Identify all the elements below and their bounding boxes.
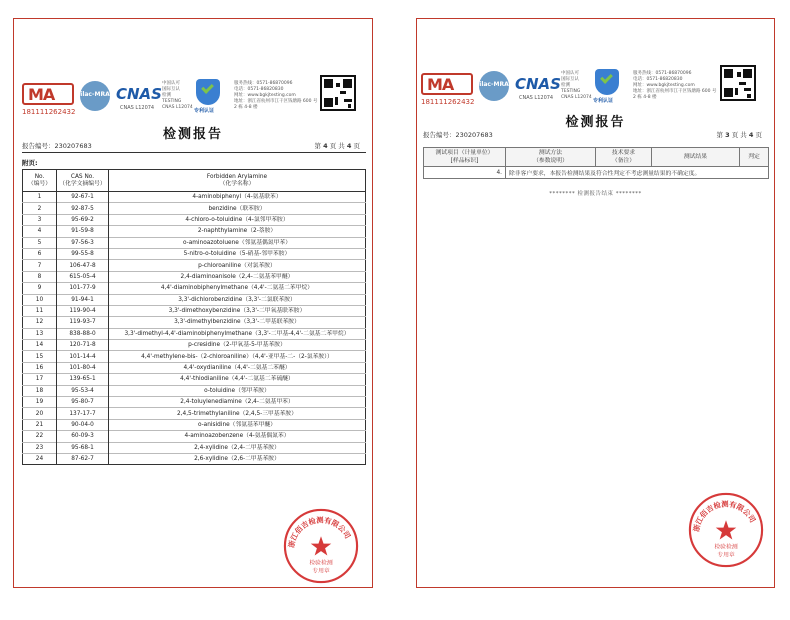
table-row bbox=[23, 317, 366, 328]
cell-cas: 90-04-0 bbox=[57, 419, 109, 430]
report-number: 报告编号：230207683 bbox=[423, 131, 493, 139]
cell-no: 13 bbox=[23, 328, 57, 339]
cell-no: 14 bbox=[23, 340, 57, 351]
table-header-row bbox=[424, 148, 769, 167]
cma-number: 181111262432 bbox=[22, 108, 76, 116]
cell-cas: 120-71-8 bbox=[57, 340, 109, 351]
cell-no: 7 bbox=[23, 260, 57, 271]
col-header-item: 测试项目（计量单位） [样品标识] bbox=[424, 148, 506, 167]
table-row bbox=[23, 226, 366, 237]
table-row bbox=[23, 237, 366, 248]
cma-logo: MA bbox=[22, 83, 74, 105]
cell-no: 4 bbox=[23, 226, 57, 237]
cell-arylamine: 4-chloro-o-toluidine（4-氯邻甲苯胺） bbox=[109, 214, 366, 225]
cell-arylamine: 4-aminoazobenzene（4-氨基偶氮苯） bbox=[109, 431, 366, 442]
table-row bbox=[23, 214, 366, 225]
cell-no: 1 bbox=[23, 192, 57, 203]
report-title: 检测报告 bbox=[162, 127, 223, 142]
cell-arylamine: o-aminoazotoluene（邻氨基偶氮甲苯） bbox=[109, 237, 366, 248]
qr-code-icon bbox=[320, 75, 356, 111]
table-row bbox=[424, 167, 769, 179]
ilac-mra-logo: ilac-MRA bbox=[479, 71, 509, 101]
seal-bottom-text: 检验检测 bbox=[309, 560, 333, 567]
seal-bottom-text-2: 专用章 bbox=[312, 568, 330, 575]
cell-no: 6 bbox=[23, 248, 57, 259]
cell-cas: 137-17-7 bbox=[57, 408, 109, 419]
cell-cas: 95-68-1 bbox=[57, 442, 109, 453]
report-end-marker: ******** 检测报告结束 ******** bbox=[549, 191, 642, 197]
cell-cas: 87-62-7 bbox=[57, 453, 109, 464]
cell-cas: 838-88-0 bbox=[57, 328, 109, 339]
company-seal-stamp bbox=[687, 491, 765, 569]
company-seal-stamp bbox=[282, 507, 360, 585]
cell-cas: 106-47-8 bbox=[57, 260, 109, 271]
report-page-4 bbox=[13, 18, 373, 588]
table-row bbox=[23, 271, 366, 282]
cell-no: 23 bbox=[23, 442, 57, 453]
cell-cas: 119-90-4 bbox=[57, 305, 109, 316]
table-row bbox=[23, 419, 366, 430]
cell-cas: 91-94-1 bbox=[57, 294, 109, 305]
page-number: 第 4 页 共 4 页 bbox=[314, 142, 360, 150]
cell-cas: 101-80-4 bbox=[57, 362, 109, 373]
cell-no: 19 bbox=[23, 397, 57, 408]
col-header-result: 测试结果 bbox=[652, 148, 740, 167]
cell-cas: 139-65-1 bbox=[57, 374, 109, 385]
cell-no: 5 bbox=[23, 237, 57, 248]
cell-arylamine: 4,4'-oxydianiline（4,4'-二氨基二苯醚） bbox=[109, 362, 366, 373]
table-row bbox=[23, 192, 366, 203]
cell-arylamine: 2,6-xylidine（2,6-二甲基苯胺） bbox=[109, 453, 366, 464]
col-header-requirement: 技术要求 （备注） bbox=[596, 148, 652, 167]
table-row bbox=[23, 442, 366, 453]
cell-arylamine: 3,3'-dimethylbenzidine（3,3'-二甲基联苯胺） bbox=[109, 317, 366, 328]
cell-no: 11 bbox=[23, 305, 57, 316]
cnas-subtext: CNAS L12074 bbox=[120, 105, 155, 111]
header-info-left: 中国认可 国际互认 检测 TESTING CNAS L12074 bbox=[561, 71, 592, 100]
cell-cas: 95-80-7 bbox=[57, 397, 109, 408]
appendix-label: 附页: bbox=[22, 159, 38, 167]
cma-logo: MA bbox=[421, 73, 473, 95]
shield-label: 专利认证 bbox=[593, 98, 614, 104]
cell-arylamine: 5-nitro-o-toluidine（5-硝基-邻甲苯胺） bbox=[109, 248, 366, 259]
cell-arylamine: 4-aminobiphenyl（4-氨基联苯） bbox=[109, 192, 366, 203]
table-row bbox=[23, 408, 366, 419]
cell-no: 21 bbox=[23, 419, 57, 430]
cell-no: 2 bbox=[23, 203, 57, 214]
arylamine-table bbox=[22, 169, 366, 465]
cnas-logo: CNAS bbox=[116, 85, 162, 103]
cell-no: 24 bbox=[23, 453, 57, 464]
cell-arylamine: 2,4-diaminoanisole（2,4-二氨基苯甲醚） bbox=[109, 271, 366, 282]
shield-label: 专利认证 bbox=[194, 108, 215, 114]
cell-no: 15 bbox=[23, 351, 57, 362]
table-row bbox=[23, 248, 366, 259]
cell-arylamine: 4,4'-thiodianiline（4,4'-二氨基二苯硫醚） bbox=[109, 374, 366, 385]
test-results-table bbox=[423, 147, 769, 179]
cell-arylamine: p-cresidine（2-甲氧基-5-甲基苯胺） bbox=[109, 340, 366, 351]
col-header-arylamine: Forbidden Arylamine （化学名称） bbox=[109, 170, 366, 192]
table-row bbox=[23, 260, 366, 271]
cell-cas: 101-14-4 bbox=[57, 351, 109, 362]
table-row bbox=[23, 374, 366, 385]
cell-cas: 92-87-5 bbox=[57, 203, 109, 214]
cnas-subtext: CNAS L12074 bbox=[519, 95, 554, 101]
cell-no: 17 bbox=[23, 374, 57, 385]
cell-cas: 95-69-2 bbox=[57, 214, 109, 225]
cell-arylamine: 2,4-xylidine（2,4-二甲基苯胺） bbox=[109, 442, 366, 453]
seal-bottom-text-2: 专用章 bbox=[717, 552, 735, 559]
header-contact-info: 服务热线：0571-86870096 电话：0571-86820830 网址：www.bgkjtesting.com 地址：浙江省杭州市江干区钱塘路 600 号 2 栋 4-8 楼 bbox=[633, 71, 717, 100]
cell-arylamine: p-chloroaniline（对氯苯胺） bbox=[109, 260, 366, 271]
table-row bbox=[23, 453, 366, 464]
col-header-cas: CAS No. （化学文摘编号） bbox=[57, 170, 109, 192]
cell-cas: 91-59-8 bbox=[57, 226, 109, 237]
cell-arylamine: 4,4'-diaminobiphenylmethane（4,4'-二氨基二苯甲烷） bbox=[109, 283, 366, 294]
ilac-mra-logo: ilac-MRA bbox=[80, 81, 110, 111]
table-row bbox=[23, 340, 366, 351]
seal-bottom-text: 检验检测 bbox=[714, 544, 738, 551]
table-row bbox=[23, 305, 366, 316]
shield-certification-icon bbox=[196, 79, 220, 105]
cell-no: 12 bbox=[23, 317, 57, 328]
cell-arylamine: 3,3'-dimethoxybenzidine（3,3'-二甲氧基联苯胺） bbox=[109, 305, 366, 316]
qr-code-icon bbox=[720, 65, 756, 101]
page-number: 第 3 页 共 4 页 bbox=[716, 131, 762, 139]
cell-no: 8 bbox=[23, 271, 57, 282]
table-row bbox=[23, 351, 366, 362]
header-contact-info: 服务热线：0571-86870096 电话：0571-86820830 网址：www.bgkjtesting.com 地址：浙江省杭州市江干区钱塘路 600 号 2 栋 4-8 楼 bbox=[234, 81, 318, 110]
col-header-verdict: 判定 bbox=[740, 148, 769, 167]
table-row bbox=[23, 203, 366, 214]
cell-no: 18 bbox=[23, 385, 57, 396]
table-row bbox=[23, 328, 366, 339]
cell-cas: 615-05-4 bbox=[57, 271, 109, 282]
table-row bbox=[23, 385, 366, 396]
cell-no: 10 bbox=[23, 294, 57, 305]
table-row bbox=[23, 283, 366, 294]
cell-cas: 60-09-3 bbox=[57, 431, 109, 442]
report-title: 检测报告 bbox=[565, 115, 626, 130]
cell-arylamine: 2,4-toluylenediamine（2,4-二氨基甲苯） bbox=[109, 397, 366, 408]
cell-no: 16 bbox=[23, 362, 57, 373]
table-row bbox=[23, 431, 366, 442]
cma-number: 181111262432 bbox=[421, 98, 475, 106]
cell-no: 22 bbox=[23, 431, 57, 442]
cell-no: 20 bbox=[23, 408, 57, 419]
shield-certification-icon bbox=[595, 69, 619, 95]
header-divider bbox=[22, 152, 366, 153]
table-row bbox=[23, 397, 366, 408]
note-number: 4. bbox=[424, 167, 506, 179]
report-number: 报告编号：230207683 bbox=[22, 142, 92, 150]
cell-arylamine: benzidine（联苯胺） bbox=[109, 203, 366, 214]
cell-arylamine: 2-naphthylamine（2-萘胺） bbox=[109, 226, 366, 237]
seal-arc-text: 浙江佰吉检测有限公司 bbox=[286, 515, 353, 549]
report-page-3 bbox=[416, 18, 775, 588]
cell-cas: 99-55-8 bbox=[57, 248, 109, 259]
cell-arylamine: 3,3'-dimethyl-4,4'-diaminobiphenylmethane（3,3'-二甲基-4,4'-二氨基二苯甲烷） bbox=[109, 328, 366, 339]
cell-arylamine: o-toluidine（邻甲苯胺） bbox=[109, 385, 366, 396]
cnas-logo: CNAS bbox=[515, 75, 561, 93]
cell-cas: 95-53-4 bbox=[57, 385, 109, 396]
seal-arc-text: 浙江佰吉检测有限公司 bbox=[691, 499, 758, 533]
cell-no: 3 bbox=[23, 214, 57, 225]
table-header-row bbox=[23, 170, 366, 192]
cell-cas: 101-77-9 bbox=[57, 283, 109, 294]
col-header-method: 测试方法 （参数说明） bbox=[506, 148, 596, 167]
cell-arylamine: 3,3'-dichlorobenzidine（3,3'-二氯联苯胺） bbox=[109, 294, 366, 305]
note-text: 除非客户要求，本报告检测结果及符合性判定不考虑测量结果的不确定度。 bbox=[506, 167, 769, 179]
col-header-no: No. （编号） bbox=[23, 170, 57, 192]
cell-no: 9 bbox=[23, 283, 57, 294]
header-info-left: 中国认可 国际互认 检测 TESTING CNAS L12074 bbox=[162, 81, 193, 110]
cell-arylamine: o-anisidine（邻氨基苯甲醚） bbox=[109, 419, 366, 430]
cell-cas: 119-93-7 bbox=[57, 317, 109, 328]
cell-cas: 97-56-3 bbox=[57, 237, 109, 248]
table-row bbox=[23, 294, 366, 305]
cell-arylamine: 2,4,5-trimethylaniline（2,4,5-三甲基苯胺） bbox=[109, 408, 366, 419]
table-row bbox=[23, 362, 366, 373]
cell-cas: 92-67-1 bbox=[57, 192, 109, 203]
cell-arylamine: 4,4'-methylene-bis-（2-chloroaniline）（4,4'-亚甲基-二-（2-氯苯胺）） bbox=[109, 351, 366, 362]
